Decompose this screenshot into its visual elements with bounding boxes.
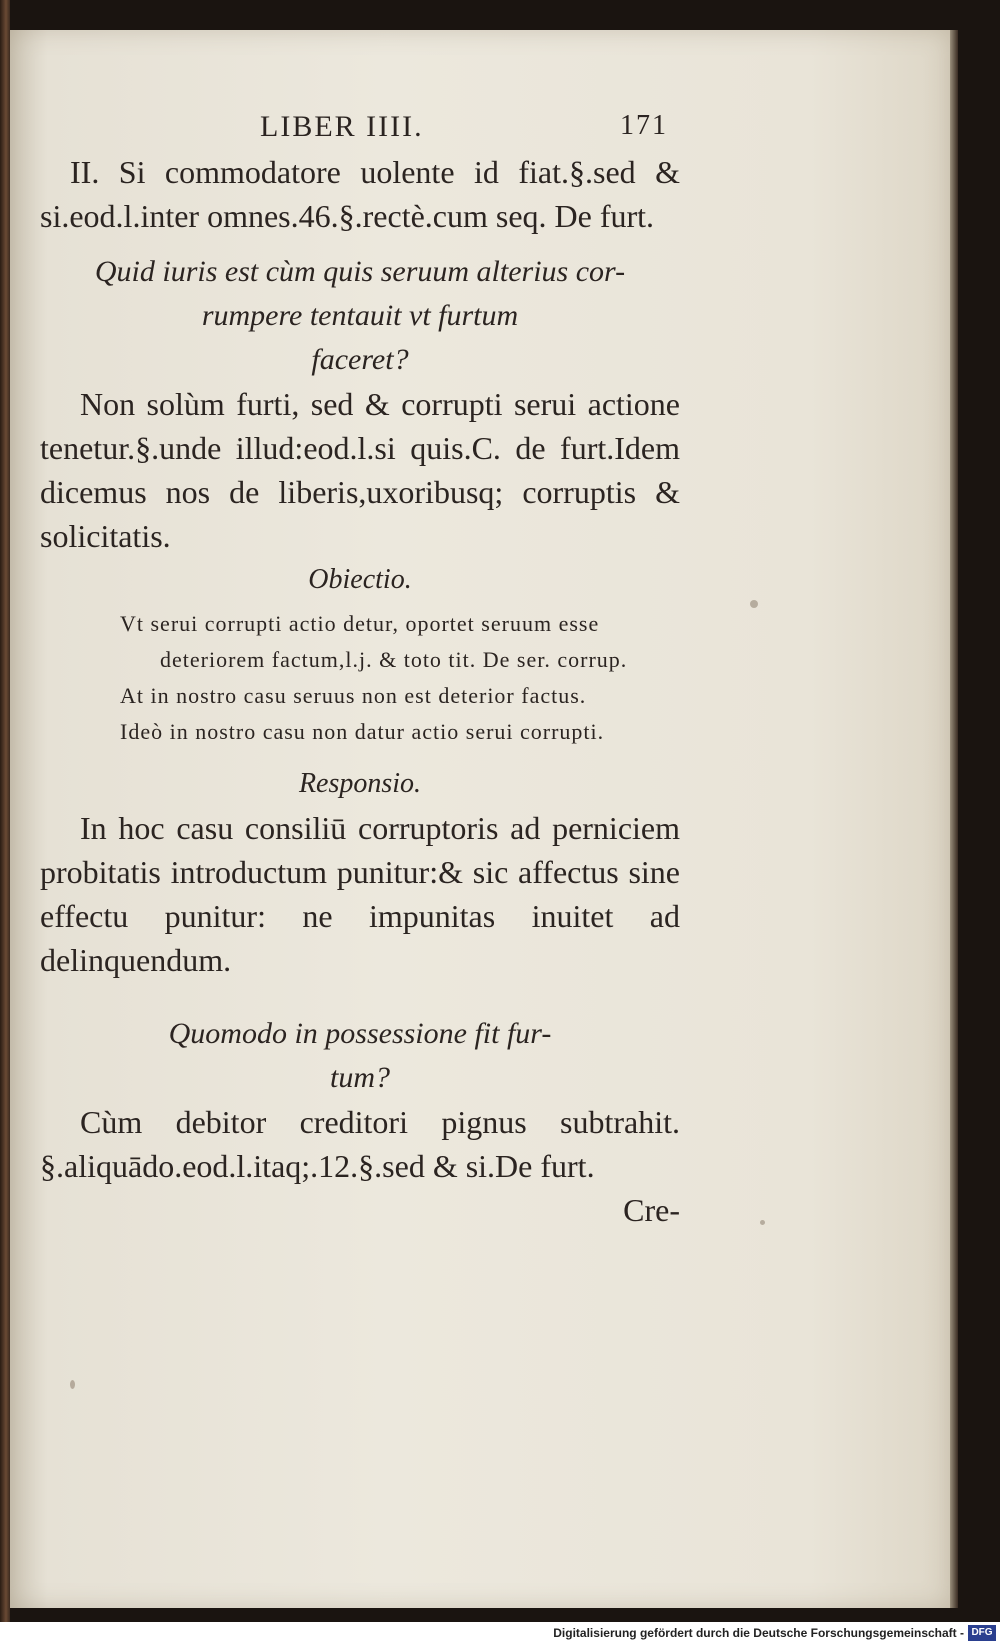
text-block (40, 110, 680, 1232)
question-line: rumpere tentauit vt furtum (201, 299, 519, 332)
page-fore-edge (950, 30, 958, 1608)
question-line: tum? (330, 1061, 390, 1094)
question-line: faceret? (311, 343, 409, 376)
paragraph-2: Non solùm furti, sed & corrupti serui actione tenetur.§.unde illud:eod.l.si quis.C. de furt.Idem dicemus nos de liberis,uxoribusq; corruptis & solicitatis. (40, 386, 680, 554)
syllogism-conclusion: Ideò in nostro casu non datur actio serui corrupti. (120, 719, 605, 744)
foxing-spot (70, 1380, 75, 1389)
syllogism (120, 606, 680, 750)
objectio-heading: Obiectio. (308, 564, 412, 595)
funding-credit: Digitalisierung gefördert durch die Deutsche Forschungsgemeinschaft - (553, 1626, 964, 1640)
catchword: Cre- (623, 1192, 680, 1228)
running-head (40, 110, 680, 150)
footer-bar (0, 1622, 1000, 1646)
paragraph-4: Cùm debitor creditori pignus subtrahit. §.aliquādo.eod.l.itaq;.12.§.sed & si.De furt. (40, 1104, 680, 1184)
syllogism-major: Vt serui corrupti actio detur, oportet seruum esse deteriorem factum,l.j. & toto tit. De ser. corrup. (120, 611, 628, 672)
paragraph-1: II. Si commodatore uolente id fiat.§.sed & si.eod.l.inter omnes.46.§.rectè.cum seq. De furt. (40, 154, 680, 234)
question-heading-1 (40, 250, 680, 382)
question-heading-2 (40, 1012, 680, 1100)
responsio-heading: Responsio. (298, 768, 422, 799)
question-line: Quomodo in possessione fit fur- (168, 1017, 552, 1050)
paragraph-3: In hoc casu consiliū corruptoris ad perniciem probitatis introductum punitur:& sic affectus sine effectu punitur: ne impunitas inuitet ad delinquendum. (40, 810, 680, 978)
running-head-title: LIBER IIII. (260, 110, 424, 143)
foxing-spot (750, 600, 758, 608)
dfg-logo: DFG (968, 1625, 996, 1641)
binding-edge (0, 0, 10, 1622)
page-number: 171 (620, 110, 668, 141)
syllogism-minor: At in nostro casu seruus non est deterior factus. (120, 683, 587, 708)
question-line: Quid iuris est cùm quis seruum alterius cor- (94, 255, 626, 288)
foxing-spot (760, 1220, 765, 1225)
